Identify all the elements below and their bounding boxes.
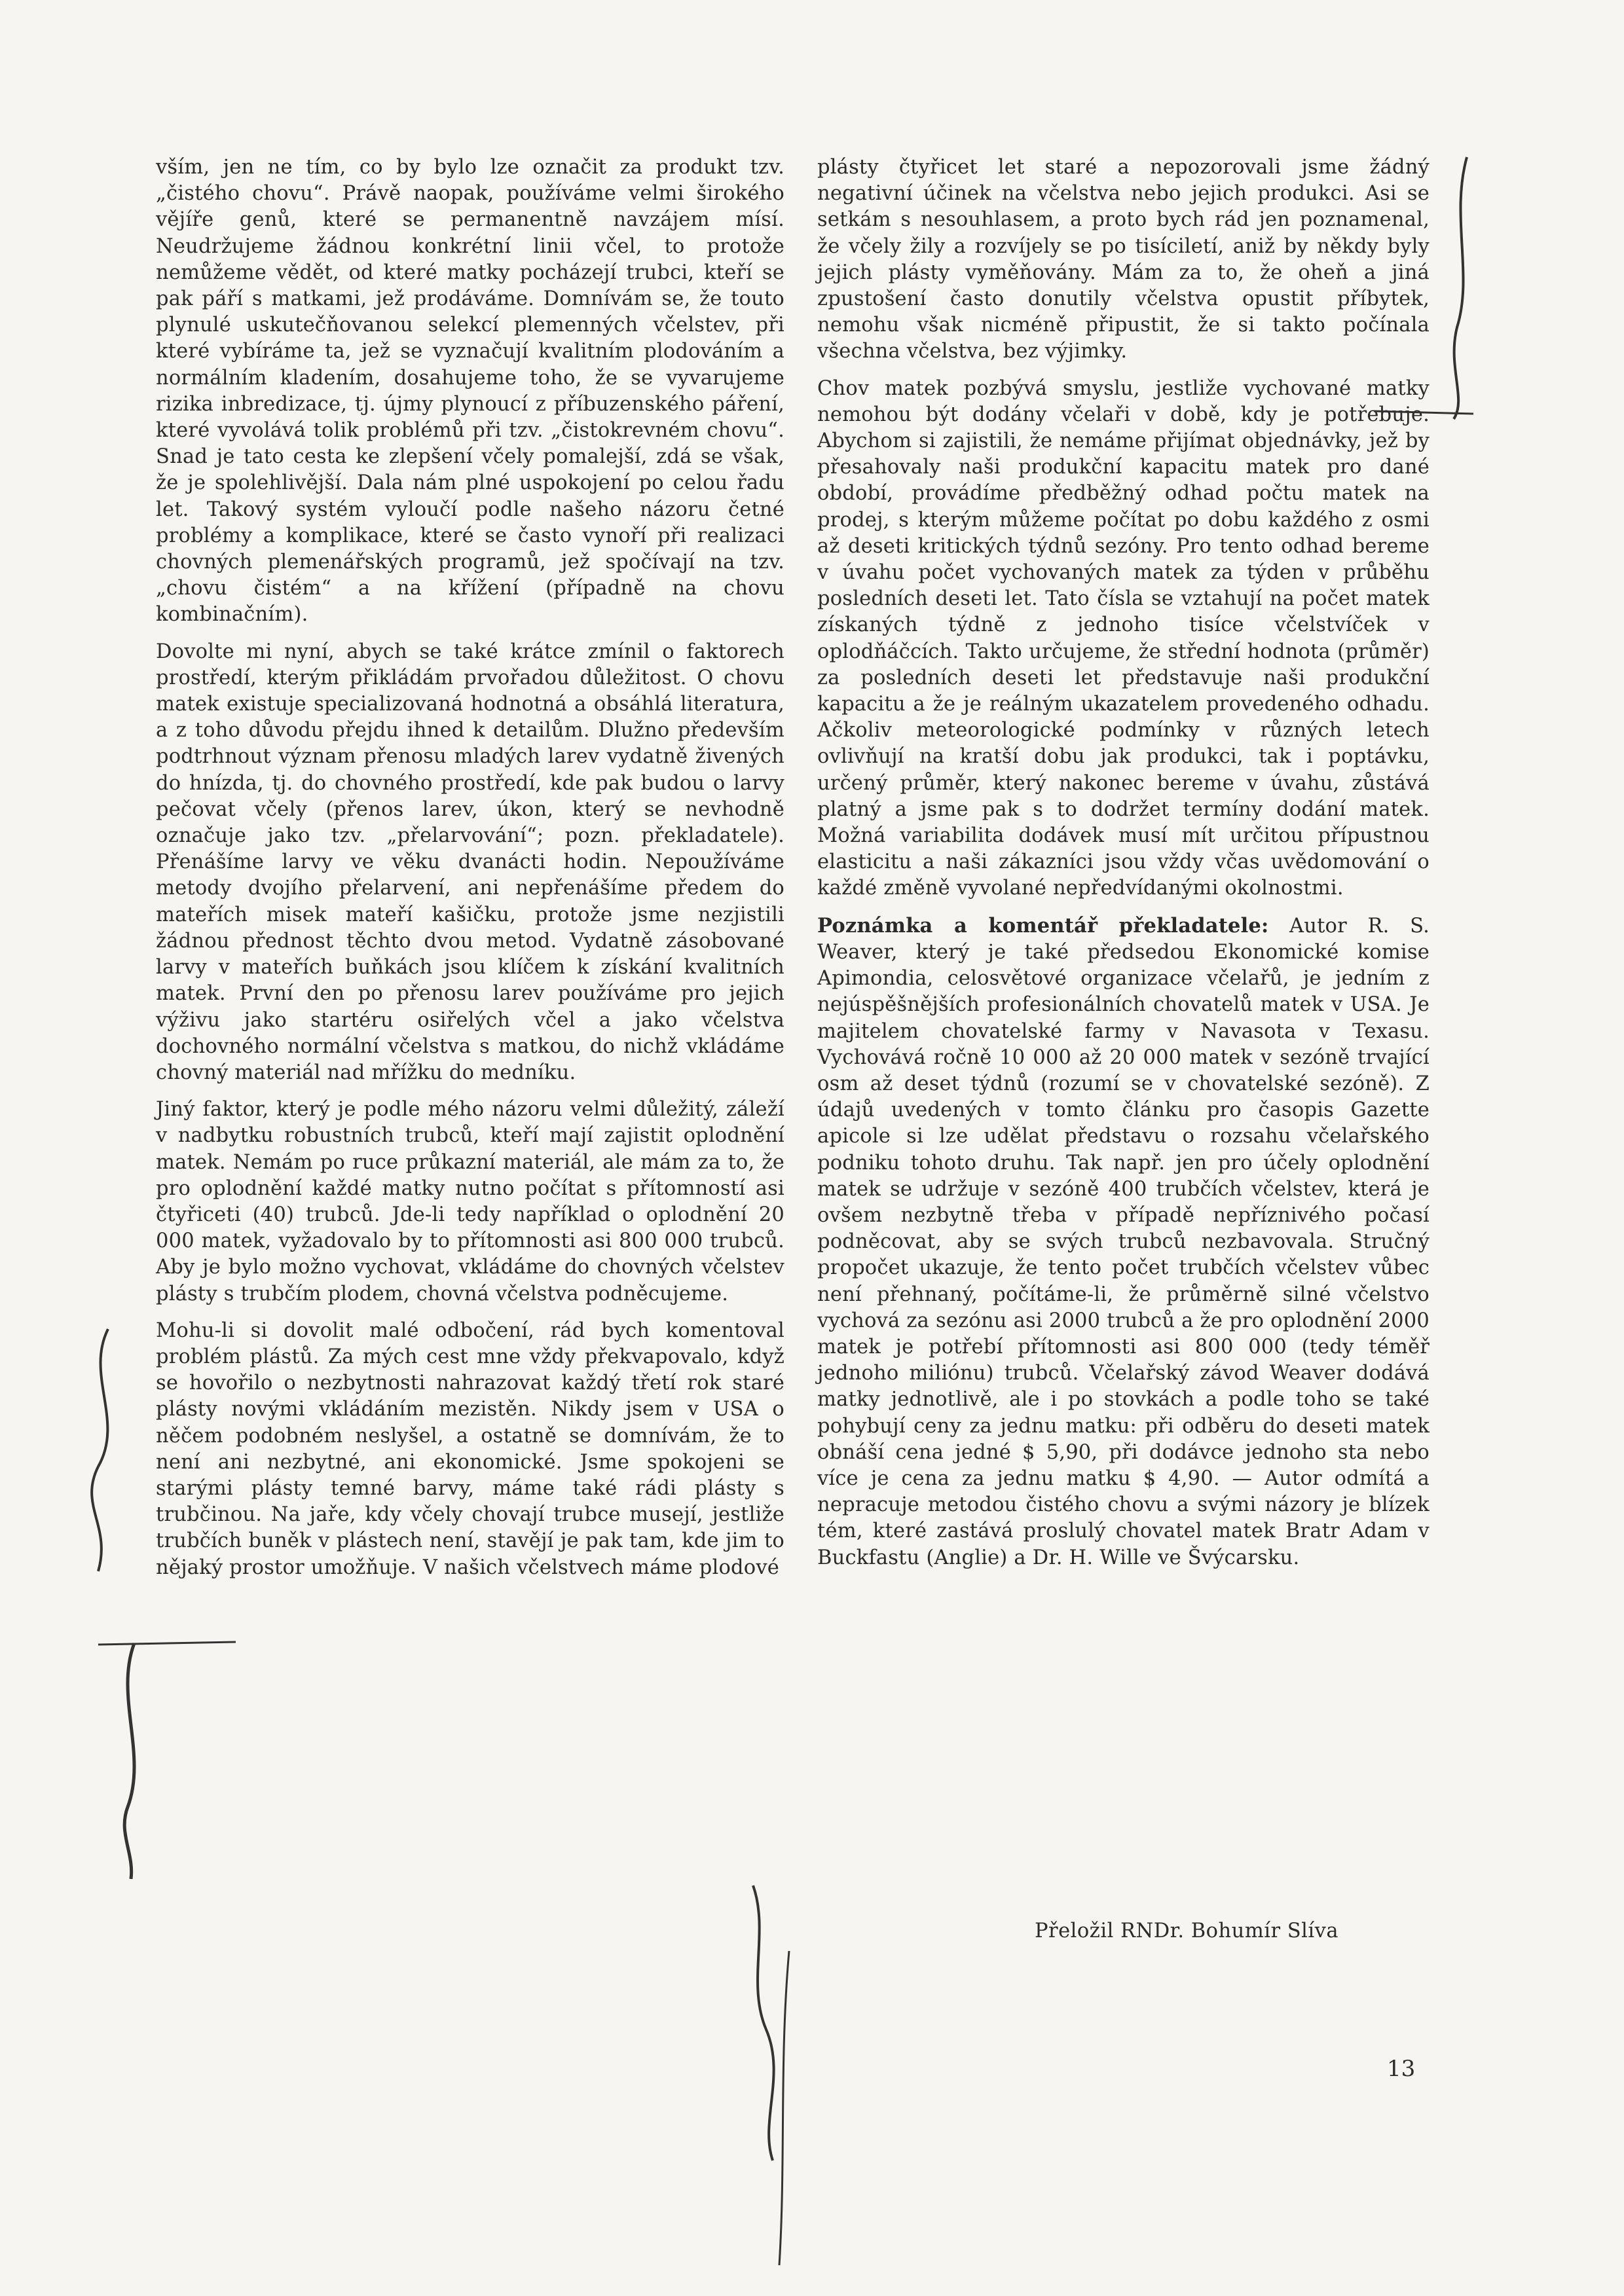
pen-scribble-mark-bottom-center [753,1886,774,2160]
pen-line-mark-left-bottom [98,1642,236,1645]
translator-credit: Přeložil RNDr. Bohumír Slíva [1035,1920,1339,1942]
paragraph-combs: Mohu-li si dovolit malé odbočení, rád bych komentoval problém plástů. Za mých cest mne vždy překvapovalo, když se hovořilo o nezbytnosti nahrazovat každý třetí rok staré plásty novými vkládáním mezistěn. Nikdy jsem v USA o něčem podobném neslyšel, a ostatně se domnívám, že to není ani nezbytné, ani ekonomické. Jsme spokojeni se starými plásty temné barvy, máme také rádi plásty s trubčinou. Na jaře, kdy včely chovají trubce musejí, jestliže trubčích buněk v plástech není, stavějí je pak tam, kde jim to nějaký prostor umožňuje. V našich včelstvech máme plodové [156,1319,784,1579]
pen-scribble-mark-left-middle [92,1329,108,1571]
paragraph-queen-supply: Chov matek pozbývá smyslu, jestliže vychované matky nemohou být dodány včelaři v době, kdy je potřebuje. Abychom si zajistili, že nemáme přijímat objednávky, jež by přesahovaly naši produkční kapacitu matek pro dané období, provádíme předběžný odhad počtu matek na prodej, s kterým můžeme počítat po dobu každého z osmi až deseti kritických týdnů sezóny. Pro tento odhad bereme v úvahu počet vychovaných matek za týden v průběhu posledních deseti let. Tato čísla se vztahují na počet matek získaných týdně z jednoho tisíce včelstvíček v oplodňáčcích. Takto určujeme, že střední hodnota (průměr) za posledních deseti let představuje naši produkční kapacitu a že je reálným ukazatelem provedeného odhadu. Ačkoliv meteorologické podmínky v různých letech ovlivňují na kratší dobu jak produkci, tak i poptávku, určený průměr, který nakonec bereme v úvahu, zůstává platný a jsme pak s to dodržet termíny dodání matek. Možná variabilita dodávek musí mít určitou přípustnou elasticitu a naši zákazníci jsou vždy včas uvědomování o každé změně vyvolané nepředvídanými okolnostmi. [817,376,1430,900]
paragraph-combs-continued: plásty čtyřicet let staré a nepozorovali jsme žádný negativní účinek na včelstva nebo jejich produkci. Asi se setkám s nesouhlasem, a proto bych rád jen poznamenal, že včely žily a rozvíjely se po tisíciletí, aniž by někdy byly jejich plásty vyměňovány. Mám za to, že oheň a jiná zpustošení často donutily včelstva opustit příbytek, nemohu však nicméně připustit, že si takto počínala všechna včelstva, bez výjimky. [817,156,1430,363]
pen-scribble-mark-left-bottom [124,1643,134,1879]
translator-note-title: Poznámka a komentář překladatele: [817,913,1269,938]
page-number: 13 [1387,2056,1416,2082]
pen-line-mark-top-right [1374,411,1473,414]
pen-bracket-mark-top-right [1454,157,1467,419]
translator-note-text: Autor R. S. Weaver, který je také předsedou Ekonomické komise Apimondia, celosvětové organizace včelařů, je jedním z nejúspěšnějších profesionálních chovatelů matek v USA. Je majitelem chovatelské farmy v Navasota v Texasu. Vychovává ročně 10 000 až 20 000 matek v sezóně trvající osm až deset týdnů (rozumí se v chovatelské sezóně). Z údajů uvedených v tomto článku pro časopis Gazette apicole si lze udělat představu o rozsahu včelařského podniku tohoto druhu. Tak např. jen pro účely oplodnění matek se udržuje v sezóně 400 trubčích včelstev, která je ovšem nezbytně třeba v případě nepříznivého počasí podněcovat, aby se svých trubců nezbavovala. Stručný propočet ukazuje, že tento počet trubčích včelstev vůbec není přehnaný, počítáme-li, že průměrně silné včelstvo vychová za sezónu asi 2000 trubců a že pro oplodnění 2000 matek je potřebí přítomnosti asi 800 000 (tedy téměř jednoho miliónu) trubců. Včelařský závod Weaver dodává matky jednotlivě, ale i po stovkách a podle toho se také pohybují ceny za jednu matku: při odběru do deseti matek obnáší cena jedné $ 5,90, při dodávce jednoho sta nebo více je cena za jednu matku $ 4,90. — Autor odmítá a nepracuje metodou čistého chovu a svými názory je blízek tém, které zastává proslulý chovatel matek Bratr Adam v Buckfastu (Anglie) a Dr. H. Wille ve Švýcarsku. [817,914,1430,1569]
pen-arrow-mark-bottom-center [779,1951,789,2265]
paragraph-environment: Dovolte mi nyní, abych se také krátce zmínil o faktorech prostředí, kterým přikládám prvořadou důležitost. O chovu matek existuje specializovaná hodnotná a obsáhlá literatura, a z toho důvodu přejdu ihned k detailům. Dlužno především podtrhnout význam přenosu mladých larev vydatně živených do hnízda, tj. do chovného prostředí, kde pak budou o larvy pečovat včely (přenos larev, úkon, který se nevhodně označuje jako tzv. „přelarvování“; pozn. překladatele). Přenášíme larvy ve věku dvanácti hodin. Nepoužíváme metody dvojího přelarvení, ani nepřenášíme předem do mateřích misek mateří kašičku, protože jsme nezjistili žádnou přednost těchto dvou metod. Vydatně zásobované larvy v mateřích buňkách jsou klíčem k získání kvalitních matek. První den po přenosu larev používáme pro jejich výživu jako startéru osiřelých včel a jako včelstva dochovného normální včelstva s matkou, do nichž vkládáme chovný materiál nad mřížku do medníku. [156,640,784,1084]
paragraph-drones: Jiný faktor, který je podle mého názoru velmi důležitý, záleží v nadbytku robustních trubců, kteří mají zajistit oplodnění matek. Nemám po ruce průkazní materiál, ale mám za to, že pro oplodnění každé matky nutno počítat s přítomností asi čtyřiceti (40) trubců. Jde-li tedy například o oplodnění 20 000 matek, vyžadovalo by to přítomnosti asi 800 000 trubců. Aby je bylo možno vychovat, vkládáme do chovných včelstev plásty s trubčím plodem, chovná včelstva podněcujeme. [156,1098,784,1305]
paragraph-genetics: vším, jen ne tím, co by bylo lze označit za produkt tzv. „čistého chovu“. Právě naopak, používáme velmi širokého vějíře genů, které se permanentně navzájem mísí. Neudržujeme žádnou konkrétní linii včel, to protože nemůžeme vědět, od které matky pocházejí trubci, kteří se pak páří s matkami, jež prodáváme. Domnívám se, že touto plynulé uskutečňovanou selekcí plemenných včelstev, při které vybíráme ta, jež se vyznačují kvalitním plodováním a normálním kladením, dosahujeme toho, že se vyvarujeme rizika inbredizace, tj. újmy plynoucí z příbuzenského páření, které vyvolává tolik problémů při tzv. „čistokrevném chovu“. Snad je tato cesta ke zlepšení včely pomalejší, zdá se však, že je spolehlivější. Dala nám plné uspokojení po celou řadu let. Takový systém vyloučí podle našeho názoru četné problémy a komplikace, které se často vynoří při realizaci chovných plemenářských programů, jež spočívají na tzv. „chovu čistém“ a na křížení (případně na chovu kombinačním). [156,156,784,627]
